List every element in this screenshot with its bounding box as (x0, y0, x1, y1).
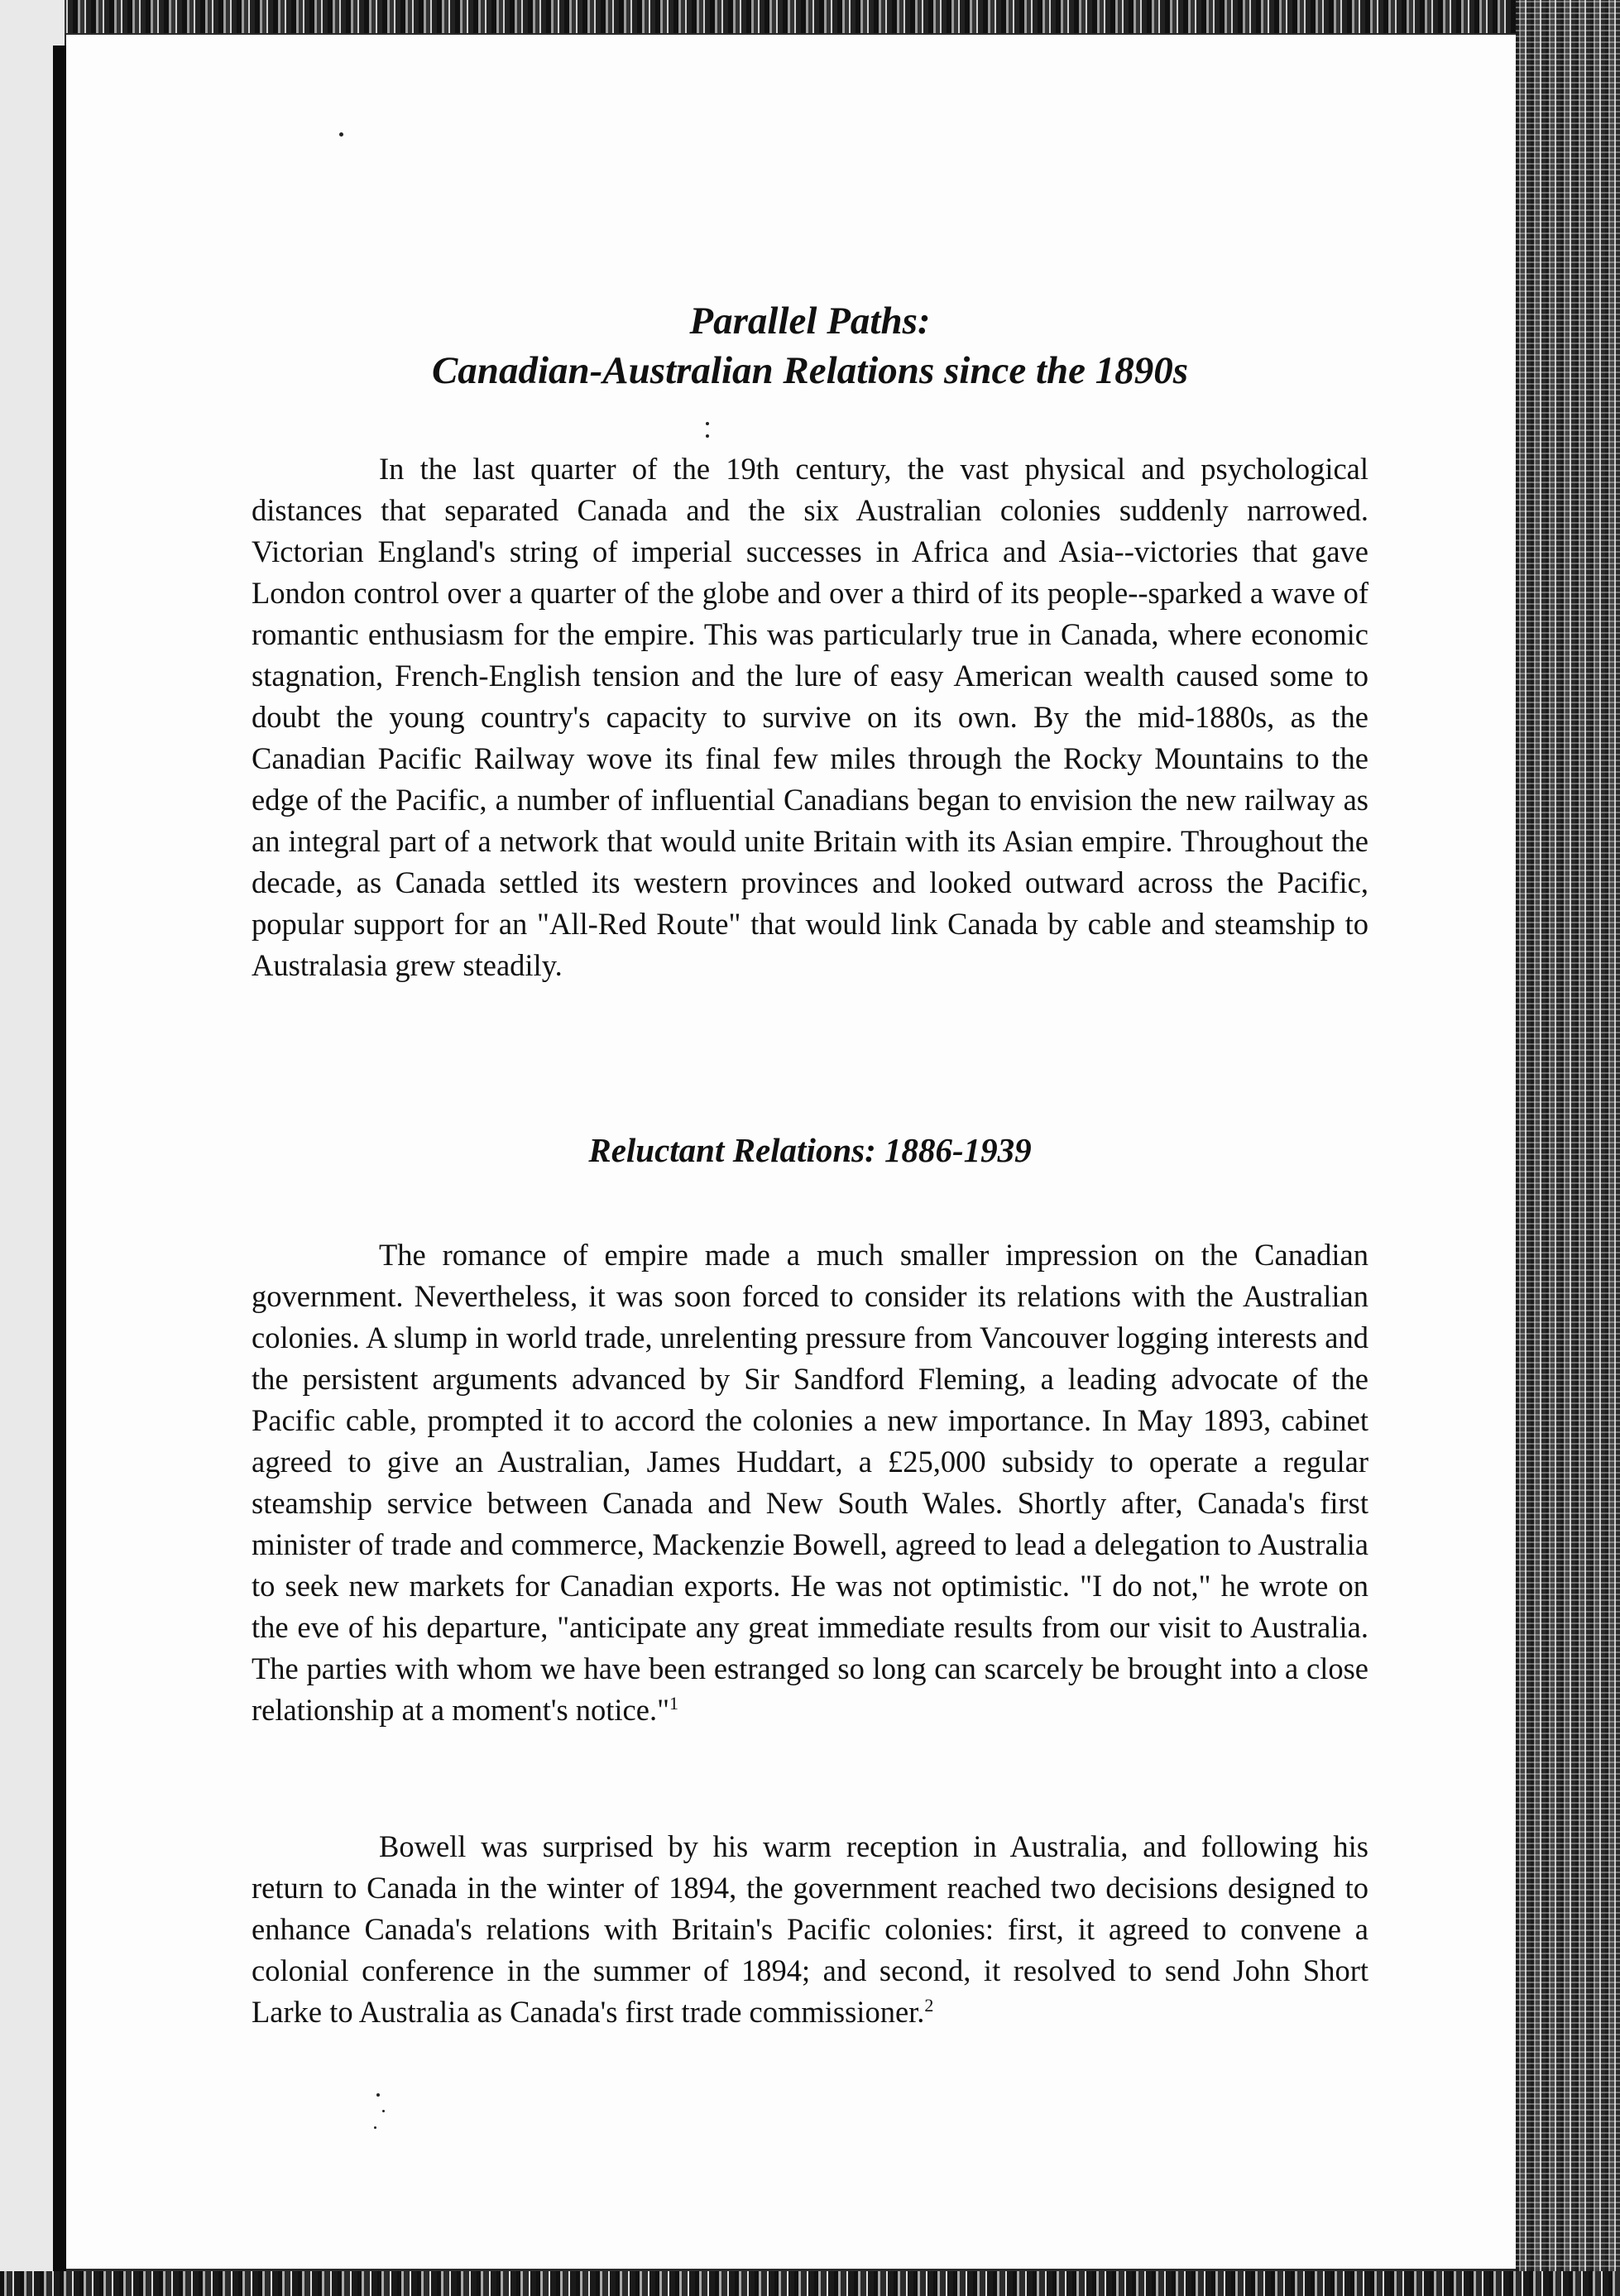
scan-border-top (0, 0, 1620, 33)
scan-speck (374, 2126, 376, 2129)
body-paragraph-2-text: The romance of empire made a much smaller impression on the Canadian government. Nevertheless, it was soon forced to consider its relations with the Australian colonies. A slump in world trade, unrelenting pressure from Vancouver logging interests and the persistent arguments advanced by Sir Sandford Fleming, a leading advocate of the Pacific cable, prompted it to accord the colonies a new importance. In May 1893, cabinet agreed to give an Australian, James Huddart, a £25,000 subsidy to operate a regular steamship service between Canada and New South Wales. Shortly after, Canada's first minister of trade and commerce, Mackenzie Bowell, agreed to lead a delegation to Australia to seek new markets for Canadian exports. He was not optimistic. "I do not," he wrote on the eve of his departure, "anticipate any great immediate results from our visit to Australia. The parties with whom we have been estranged so long can scarcely be brought into a close relationship at a moment's notice." (252, 1238, 1368, 1727)
body-paragraph-3 (252, 1826, 1368, 2033)
body-paragraph-1: In the last quarter of the 19th century, the vast physical and psychological distances that separated Canada and the six Australian colonies suddenly narrowed. Victorian England's string of imperial successes in Africa and Asia--victories that gave London control over a quarter of the globe and over a third of its people--sparked a wave of romantic enthusiasm for the empire. This was particularly true in Canada, where economic stagnation, French-English tension and the lure of easy American wealth caused some to doubt the young country's capacity to survive on its own. By the mid-1880s, as the Canadian Pacific Railway wove its final few miles through the Rocky Mountains to the edge of the Pacific, a number of influential Canadians began to envision the new railway as an integral part of a network that would unite Britain with its Asian empire. Throughout the decade, as Canada settled its western provinces and looked outward across the Pacific, popular support for an "All-Red Route" that would link Canada by cable and steamship to Australasia grew steadily. (252, 452, 1368, 982)
scan-speck (382, 2110, 385, 2112)
scan-speck (376, 2093, 380, 2097)
scan-border-bottom (0, 2271, 1620, 2296)
scan-speck (706, 434, 709, 438)
document-title-line-1: Parallel Paths: (689, 300, 931, 343)
body-paragraph-2 (252, 1234, 1368, 1731)
footnote-ref-2: 2 (924, 1994, 934, 2016)
scan-speck (706, 422, 709, 425)
scan-speck (339, 132, 343, 137)
footnote-ref-1: 1 (669, 1692, 678, 1714)
document-title-line-2: Canadian-Australian Relations since the 1890s (431, 349, 1189, 392)
section-heading: Reluctant Relations: 1886-1939 (588, 1131, 1032, 1169)
body-paragraph-3-text: Bowell was surprised by his warm reception in Australia, and following his return to Canada in the winter of 1894, the government reached two decisions designed to enhance Canada's relations with Britain's Pacific colonies: first, it agreed to convene a colonial conference in the summer of 1894; and second, it resolved to send John Short Larke to Australia as Canada's first trade commissioner. (252, 1829, 1368, 2029)
